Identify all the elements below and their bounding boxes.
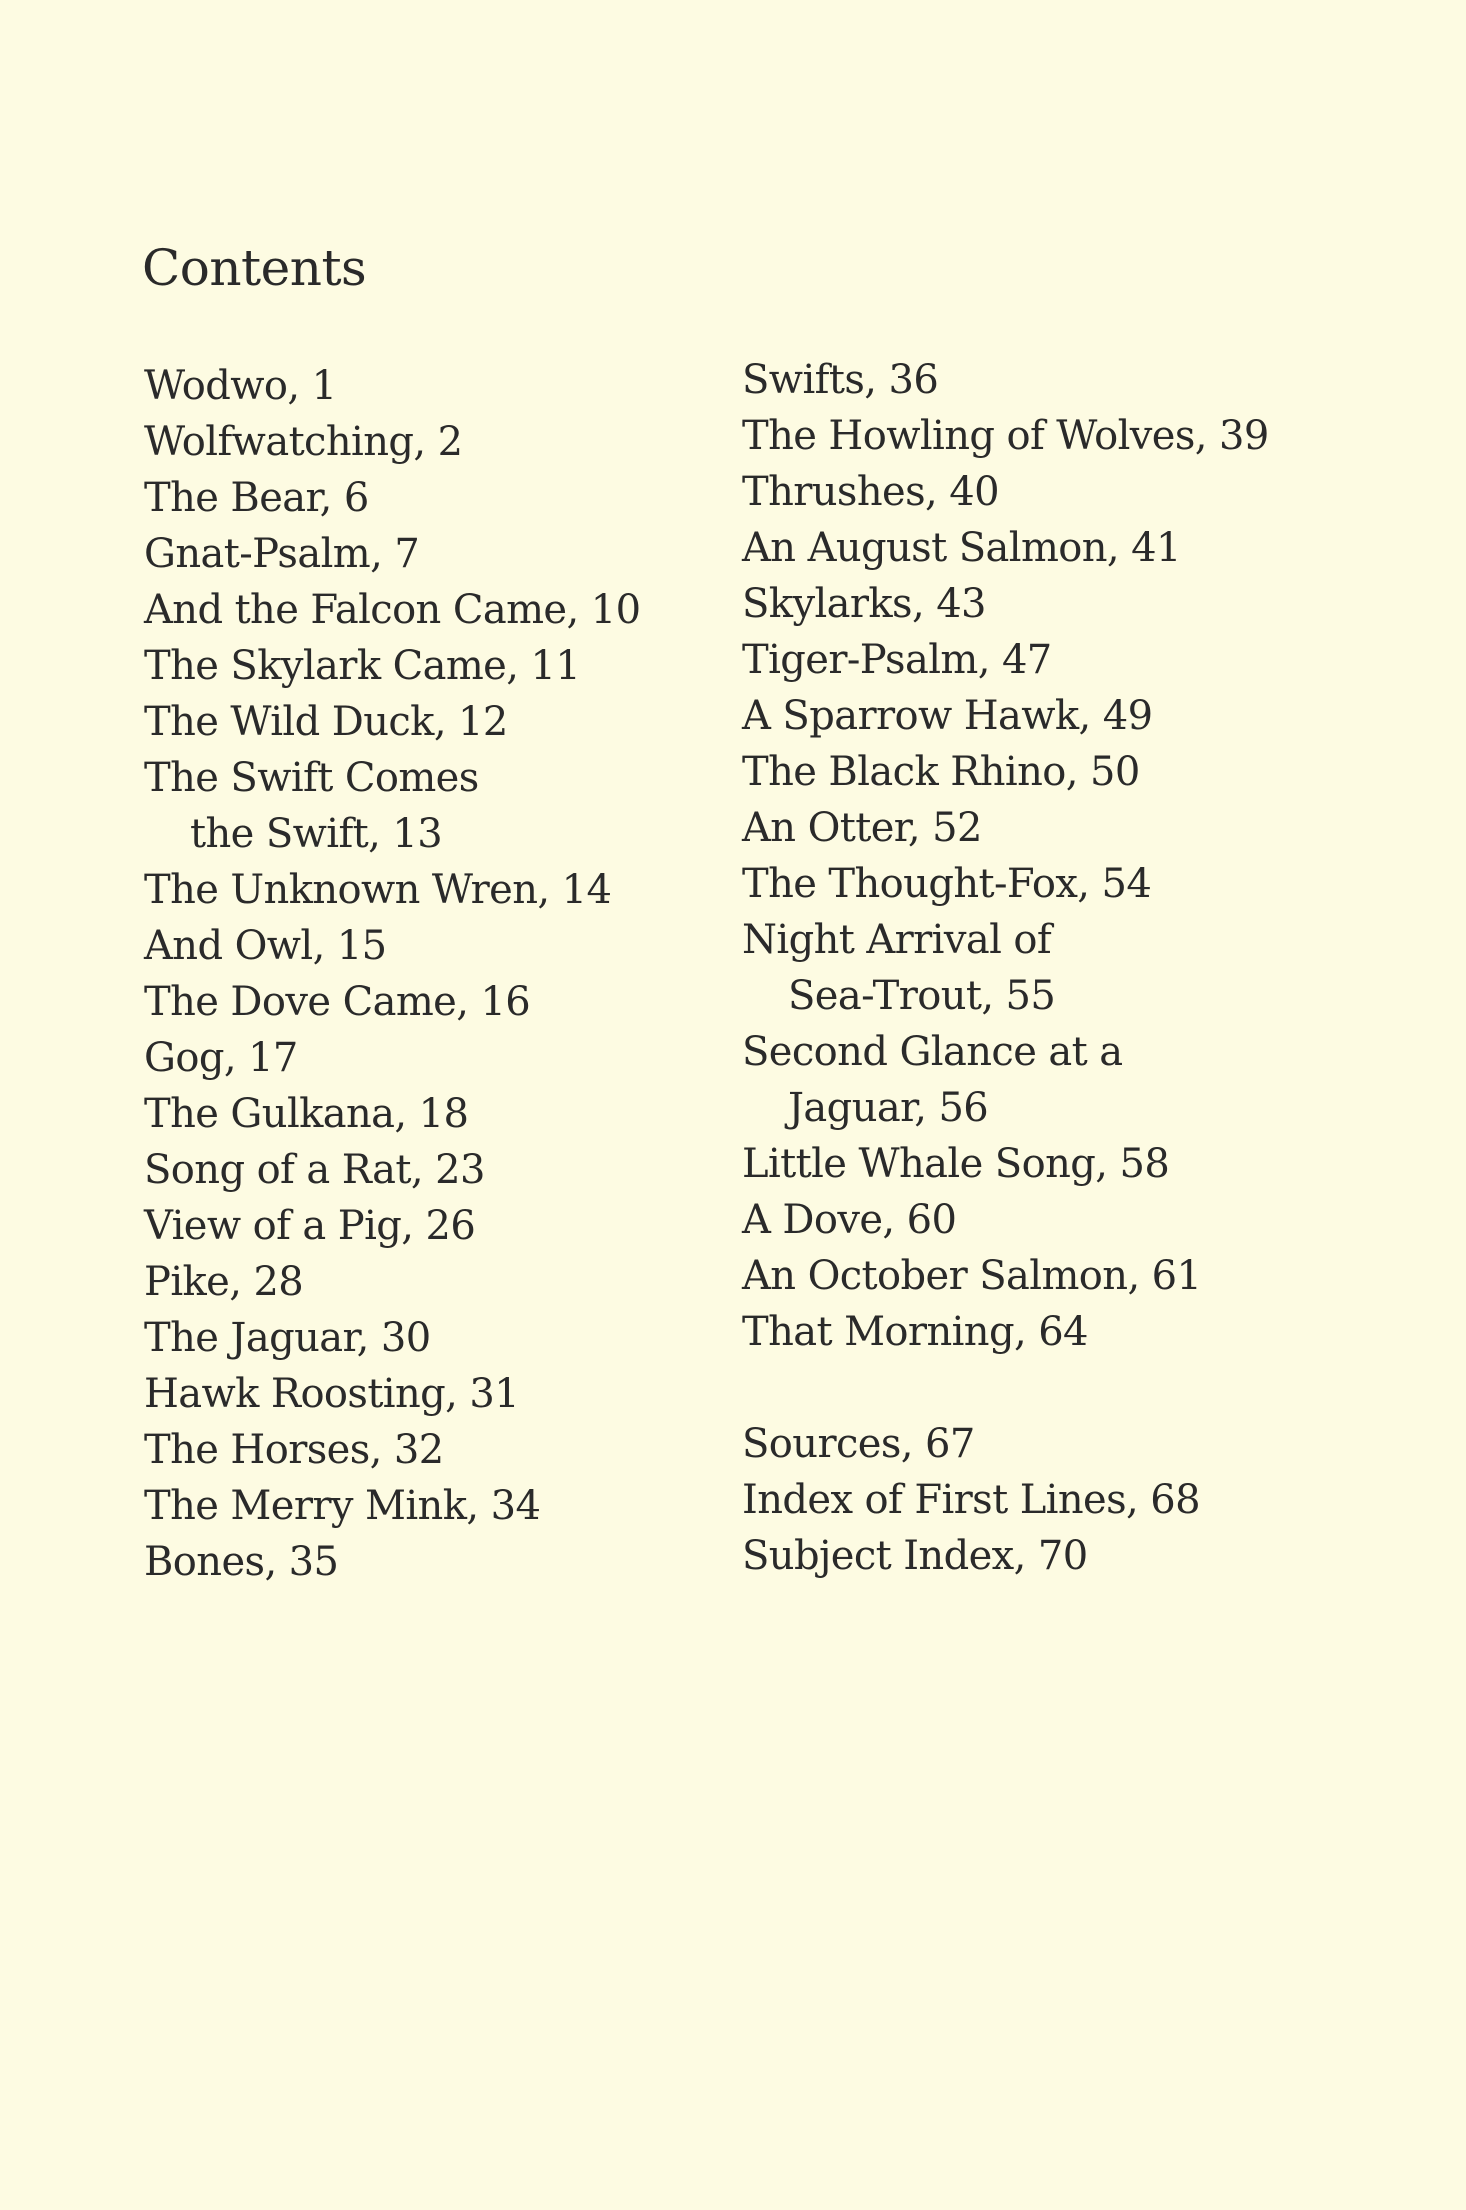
toc-entry: Pike, 28 — [144, 1259, 304, 1305]
toc-entry: Skylarks, 43 — [742, 581, 986, 627]
toc-entry: An October Salmon, 61 — [742, 1253, 1202, 1299]
toc-entry: The Howling of Wolves, 39 — [742, 413, 1269, 459]
toc-entry — [742, 912, 1362, 1024]
toc-entry-back-matter: Sources, 67 — [742, 1421, 975, 1467]
page-title: Contents — [142, 239, 367, 297]
toc-entry — [144, 750, 704, 862]
contents-column-left — [144, 358, 704, 1590]
toc-entry: A Sparrow Hawk, 49 — [742, 693, 1153, 739]
toc-entry-continuation: Sea-Trout, 55 — [788, 973, 1056, 1019]
toc-entry: The Gulkana, 18 — [144, 1091, 469, 1137]
toc-entry: The Thought-Fox, 54 — [742, 861, 1152, 907]
toc-entry — [742, 1024, 1362, 1136]
toc-entry-continuation: Jaguar, 56 — [788, 1085, 989, 1131]
toc-entry: Swifts, 36 — [742, 357, 939, 403]
toc-entry: Gnat-Psalm, 7 — [144, 531, 420, 577]
toc-entry: Hawk Roosting, 31 — [144, 1371, 520, 1417]
toc-entry: And the Falcon Came, 10 — [144, 587, 641, 633]
toc-entry: The Dove Came, 16 — [144, 979, 531, 1025]
toc-entry: The Jaguar, 30 — [144, 1315, 431, 1361]
toc-entry: The Merry Mink, 34 — [144, 1483, 541, 1529]
toc-entry: Song of a Rat, 23 — [144, 1147, 485, 1193]
toc-entry-continuation: the Swift, 13 — [190, 811, 443, 857]
toc-entry: Wodwo, 1 — [144, 363, 337, 409]
toc-entry: The Skylark Came, 11 — [144, 643, 581, 689]
section-spacer — [742, 1360, 1362, 1416]
toc-entry: The Bear, 6 — [144, 475, 369, 521]
toc-entry: The Unknown Wren, 14 — [144, 867, 612, 913]
toc-entry: Gog, 17 — [144, 1035, 298, 1081]
toc-entry: That Morning, 64 — [742, 1309, 1088, 1355]
contents-column-right — [742, 352, 1362, 1584]
toc-entry-title: The Swift Comes — [144, 755, 479, 801]
toc-entry: Bones, 35 — [144, 1539, 339, 1585]
toc-entry: The Horses, 32 — [144, 1427, 444, 1473]
toc-entry: The Black Rhino, 50 — [742, 749, 1140, 795]
toc-entry: An August Salmon, 41 — [742, 525, 1181, 571]
toc-entry: Little Whale Song, 58 — [742, 1141, 1170, 1187]
toc-entry: A Dove, 60 — [742, 1197, 957, 1243]
toc-entry: And Owl, 15 — [144, 923, 387, 969]
toc-entry-back-matter: Index of First Lines, 68 — [742, 1477, 1200, 1523]
toc-entry: Thrushes, 40 — [742, 469, 999, 515]
toc-entry: Wolfwatching, 2 — [144, 419, 463, 465]
toc-entry: View of a Pig, 26 — [144, 1203, 476, 1249]
toc-entry-title: Second Glance at a — [742, 1029, 1123, 1075]
toc-entry: An Otter, 52 — [742, 805, 982, 851]
toc-entry-back-matter: Subject Index, 70 — [742, 1533, 1088, 1579]
toc-entry-title: Night Arrival of — [742, 917, 1052, 963]
toc-entry: Tiger-Psalm, 47 — [742, 637, 1052, 683]
toc-entry: The Wild Duck, 12 — [144, 699, 508, 745]
